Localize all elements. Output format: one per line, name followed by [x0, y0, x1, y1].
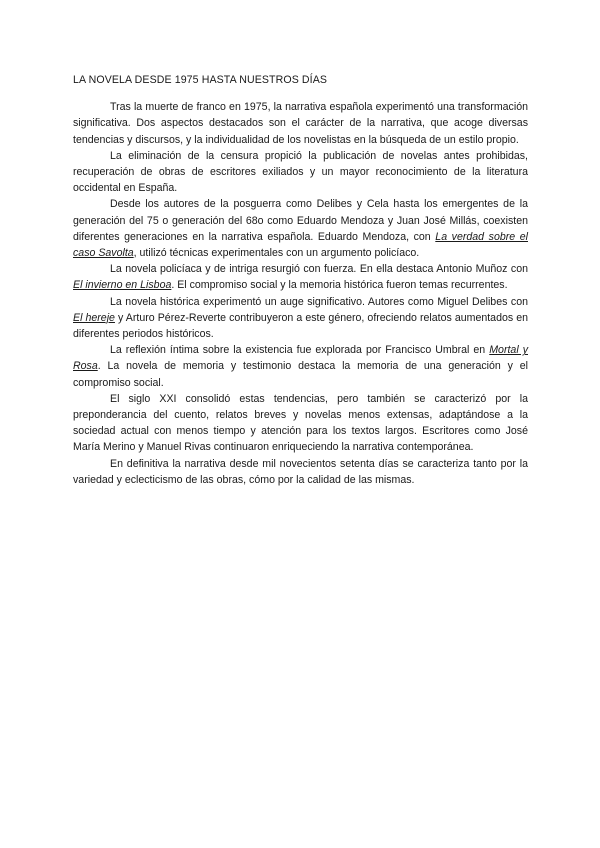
paragraph — [73, 261, 528, 293]
book-title: La verdad sobre el caso Savolta — [73, 230, 528, 260]
document-body — [73, 99, 528, 488]
document-page — [73, 72, 528, 488]
paragraph — [73, 148, 528, 197]
paragraph-text: En definitiva la narrativa desde mil novecientos setenta días se caracteriza tanto por la variedad y eclecticismo de las obras, cómo por la calidad de las mismas. — [73, 457, 528, 486]
paragraph — [73, 342, 528, 391]
book-title: El hereje — [73, 311, 115, 324]
paragraph — [73, 99, 528, 148]
paragraph-text: La novela histórica experimentó un auge significativo. Autores como Miguel Delibes con — [110, 295, 528, 308]
paragraph — [73, 391, 528, 456]
paragraph-text: El siglo XXI consolidó estas tendencias, pero también se caracterizó por la preponderancia del cuento, relatos breves y novelas menos extensas, adaptándose a la sociedad actual con menos tiempo y atención para los textos largos. Escritores como José María Merino y Manuel Rivas continuaron enriqueciendo la narrativa contemporánea. — [73, 392, 528, 454]
paragraph — [73, 196, 528, 261]
paragraph-text: , utilizó técnicas experimentales con un argumento policíaco. — [133, 247, 420, 260]
paragraph-text: . El compromiso social y la memoria histórica fueron temas recurrentes. — [171, 279, 508, 292]
paragraph-text: La eliminación de la censura propició la publicación de novelas antes prohibidas, recuperación de obras de escritores exiliados y un mayor reconocimiento de la literatura occidental en España. — [73, 149, 528, 195]
book-title: Mortal y Rosa — [73, 344, 528, 373]
paragraph-text: . La novela de memoria y testimonio destaca la memoria de una generación y el compromiso social. — [73, 360, 528, 389]
paragraph-text: La novela policíaca y de intriga resurgió con fuerza. En ella destaca Antonio Muñoz con — [110, 263, 528, 276]
document-title: LA NOVELA DESDE 1975 HASTA NUESTROS DÍAS — [73, 74, 328, 86]
paragraph — [73, 294, 528, 343]
paragraph-text: y Arturo Pérez-Reverte contribuyeron a este género, ofreciendo relatos aumentados en diferentes periodos históricos. — [73, 311, 529, 341]
paragraph — [73, 456, 528, 488]
book-title: El invierno en Lisboa — [73, 279, 172, 292]
paragraph-text: La reflexión íntima sobre la existencia fue explorada por Francisco Umbral en — [110, 344, 490, 357]
paragraph-text: Tras la muerte de franco en 1975, la narrativa española experimentó una transformación significativa. Dos aspectos destacados son el carácter de la narrativa, que acoge diversas tendencias y discursos, y la individualidad de los novelistas en la búsqueda de un estilo propio. — [73, 101, 528, 146]
paragraph-text: Desde los autores de la posguerra como Delibes y Cela hasta los emergentes de la generación del 75 o generación del 68o como Eduardo Mendoza y Juan José Millás, coexisten diferentes generaciones en la narrativa española. Eduardo Mendoza, con — [73, 198, 528, 243]
